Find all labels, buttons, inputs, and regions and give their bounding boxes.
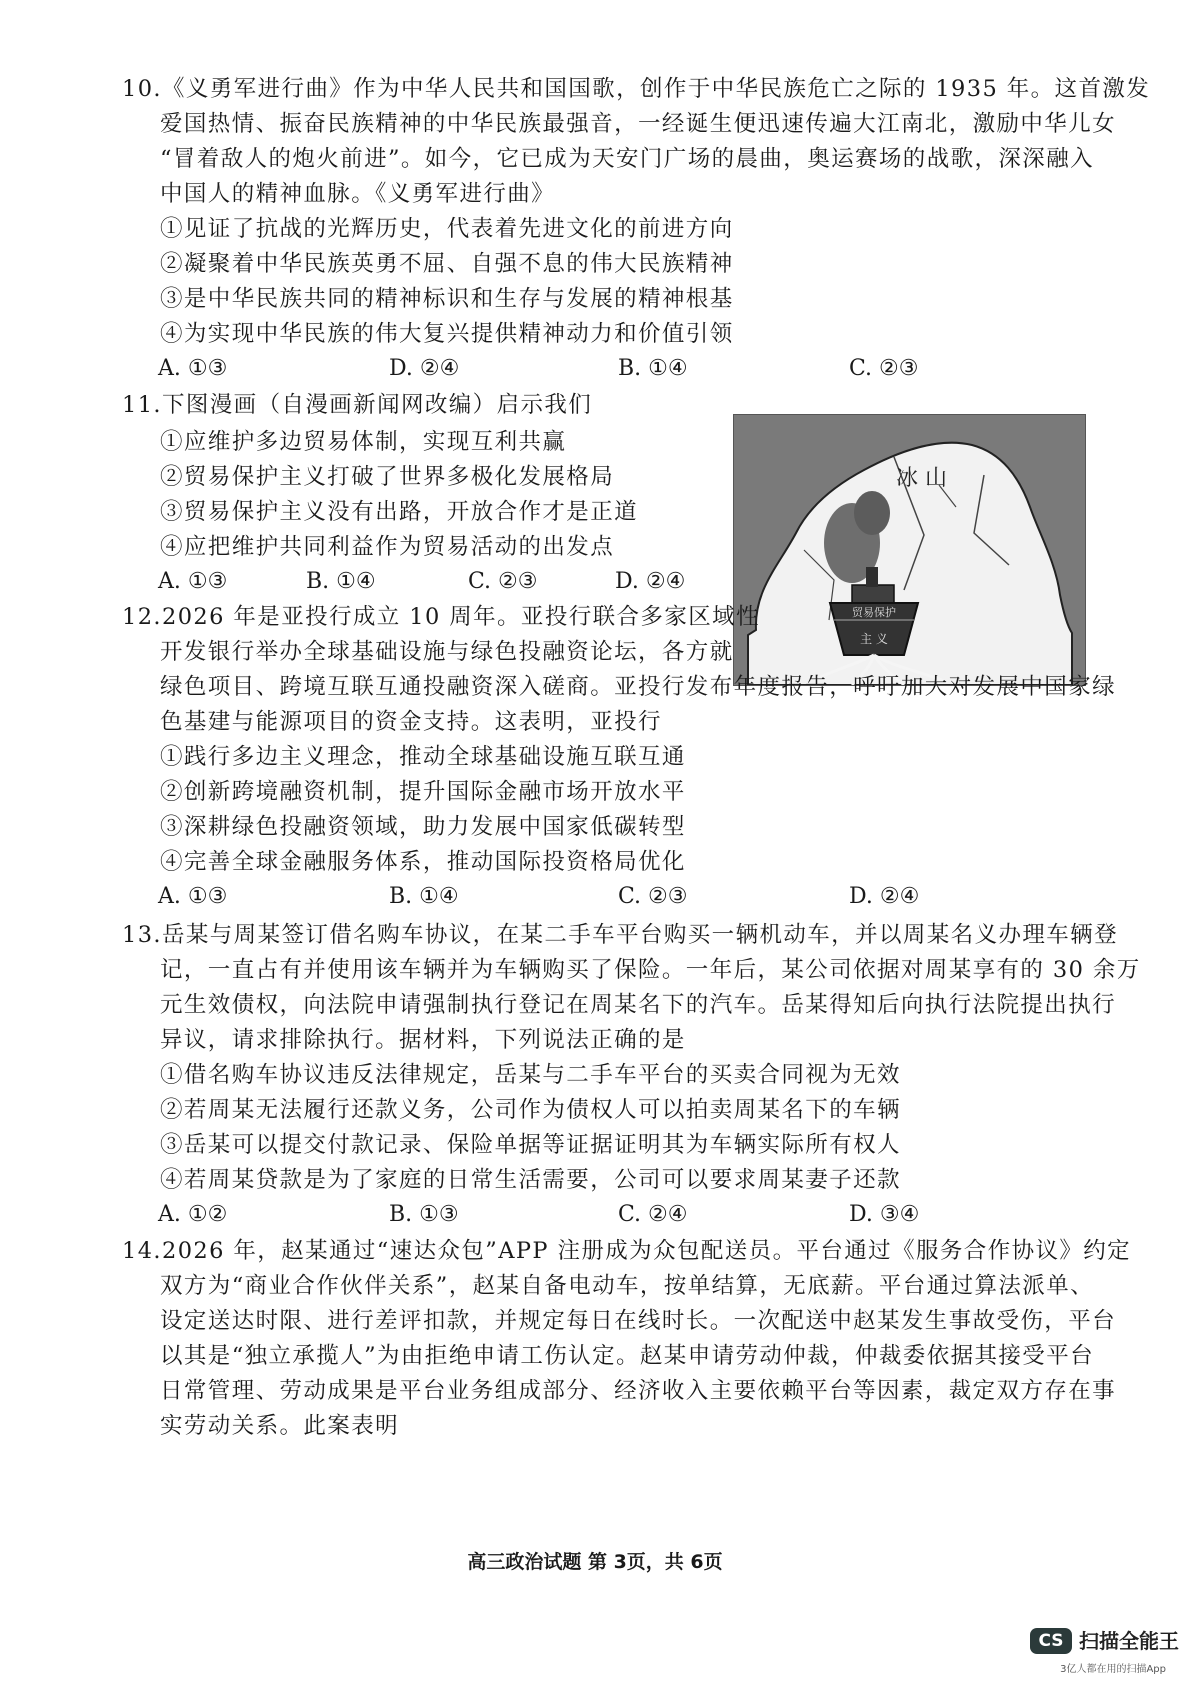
question-text-line: 中国人的精神血脉。《义勇军进行曲》 xyxy=(160,181,556,207)
question-text-line: 实劳动关系。此案表明 xyxy=(160,1413,400,1439)
question-text-line: 10.《义勇军进行曲》作为中华人民共和国国歌，创作于中华民族危亡之际的 1935 年。这首激发 xyxy=(122,76,1151,102)
answer-choice: C. ②③ xyxy=(468,569,538,594)
statement-option: ③深耕绿色投融资领域，助力发展中国家低碳转型 xyxy=(160,814,686,840)
answer-choice: D. ②④ xyxy=(849,884,920,909)
question-text-line: 14.2026 年，赵某通过“速达众包”APP 注册成为众包配送员。平台通过《服务合作协议》约定 xyxy=(122,1238,1132,1264)
statement-option: ④若周某贷款是为了家庭的日常生活需要，公司可以要求周某妻子还款 xyxy=(160,1167,901,1193)
question-text-line: 双方为“商业合作伙伴关系”，赵某自备电动车，按单结算，无底薪。平台通过算法派单、 xyxy=(160,1273,1095,1299)
question-text-line: 开发银行举办全球基础设施与绿色投融资论坛，各方就 xyxy=(160,639,734,665)
camscanner-logo-icon: CS xyxy=(1030,1628,1072,1654)
answer-choice: B. ①③ xyxy=(389,1202,459,1227)
question-text-line: 12.2026 年是亚投行成立 10 周年。亚投行联合多家区域性 xyxy=(122,604,760,630)
question-text-line: 设定送达时限、进行差评扣款，并规定每日在线时长。一次配送中赵某发生事故受伤，平台 xyxy=(160,1308,1117,1334)
statement-option: ①借名购车协议违反法律规定，岳某与二手车平台的买卖合同视为无效 xyxy=(160,1062,901,1088)
question-text-line: 13.岳某与周某签订借名购车协议，在某二手车平台购买一辆机动车，并以周某名义办理车辆登 xyxy=(122,922,1118,948)
iceberg-ship-cartoon xyxy=(734,415,1085,685)
answer-choice: A. ①③ xyxy=(158,569,228,594)
statement-option: ②创新跨境融资机制，提升国际金融市场开放水平 xyxy=(160,779,686,805)
statement-option: ④应把维护共同利益作为贸易活动的出发点 xyxy=(160,534,615,560)
question-text-line: 记，一直占有并使用该车辆并为车辆购买了保险。一年后，某公司依据对周某享有的 30 余万 xyxy=(160,957,1141,983)
statement-option: ②凝聚着中华民族英勇不屈、自强不息的伟大民族精神 xyxy=(160,251,734,277)
question-text-line: 元生效债权，向法院申请强制执行登记在周某名下的汽车。岳某得知后向执行法院提出执行 xyxy=(160,992,1117,1018)
ship-label-1: 贸易保护 xyxy=(852,606,896,619)
answer-choice: A. ①③ xyxy=(158,884,228,909)
answer-choice: B. ①④ xyxy=(306,569,376,594)
iceberg-label: 冰 山 xyxy=(896,466,947,491)
page-footer: 高三政治试题 第 3页，共 6页 xyxy=(467,1551,723,1573)
answer-choice: C. ②③ xyxy=(618,884,688,909)
answer-choice: C. ②④ xyxy=(618,1202,688,1227)
camscanner-name: 扫描全能王 xyxy=(1079,1629,1179,1653)
answer-choice: D. ②④ xyxy=(615,569,686,594)
answer-choice: A. ①③ xyxy=(158,356,228,381)
ship-label-2: 主 义 xyxy=(860,632,888,646)
question-text-line: 色基建与能源项目的资金支持。这表明，亚投行 xyxy=(160,709,662,735)
answer-choice: D. ③④ xyxy=(849,1202,920,1227)
statement-option: ③是中华民族共同的精神标识和生存与发展的精神根基 xyxy=(160,286,734,312)
statement-option: ②若周某无法履行还款义务，公司作为债权人可以拍卖周某名下的车辆 xyxy=(160,1097,901,1123)
statement-option: ③贸易保护主义没有出路，开放合作才是正道 xyxy=(160,499,639,525)
question-text-line: 日常管理、劳动成果是平台业务组成部分、经济收入主要依赖平台等因素，裁定双方存在事 xyxy=(160,1378,1117,1404)
question-text-line: 异议，请求排除执行。据材料，下列说法正确的是 xyxy=(160,1027,686,1053)
camscanner-tagline: 3亿人都在用的扫描App xyxy=(1060,1664,1166,1675)
statement-option: ②贸易保护主义打破了世界多极化发展格局 xyxy=(160,464,615,490)
statement-option: ①践行多边主义理念，推动全球基础设施互联互通 xyxy=(160,744,686,770)
question-text-line: 绿色项目、跨境互联互通投融资深入磋商。亚投行发布年度报告，呼吁加大对发展中国家绿 xyxy=(160,674,1117,700)
statement-option: ④为实现中华民族的伟大复兴提供精神动力和价值引领 xyxy=(160,321,734,347)
answer-choice: D. ②④ xyxy=(389,356,460,381)
answer-choice: C. ②③ xyxy=(849,356,919,381)
statement-option: ①应维护多边贸易体制，实现互利共赢 xyxy=(160,429,567,455)
statement-option: ③岳某可以提交付款记录、保险单据等证据证明其为车辆实际所有权人 xyxy=(160,1132,901,1158)
statement-option: ④完善全球金融服务体系，推动国际投资格局优化 xyxy=(160,849,686,875)
question-text-line: “冒着敌人的炮火前进”。如今，它已成为天安门广场的晨曲，奥运赛场的战歌，深深融入 xyxy=(160,146,1095,172)
question-text-line: 以其是“独立承揽人”为由拒绝申请工伤认定。赵某申请劳动仲裁，仲裁委依据其接受平台 xyxy=(160,1343,1095,1369)
answer-choice: B. ①④ xyxy=(618,356,688,381)
answer-choice: B. ①④ xyxy=(389,884,459,909)
question-text-line: 11.下图漫画（自漫画新闻网改编）启示我们 xyxy=(122,392,593,418)
answer-choice: A. ①② xyxy=(158,1202,228,1227)
cartoon-figure xyxy=(733,414,1086,686)
statement-option: ①见证了抗战的光辉历史，代表着先进文化的前进方向 xyxy=(160,216,734,242)
question-text-line: 爱国热情、振奋民族精神的中华民族最强音，一经诞生便迅速传遍大江南北，激励中华儿女 xyxy=(160,111,1117,137)
